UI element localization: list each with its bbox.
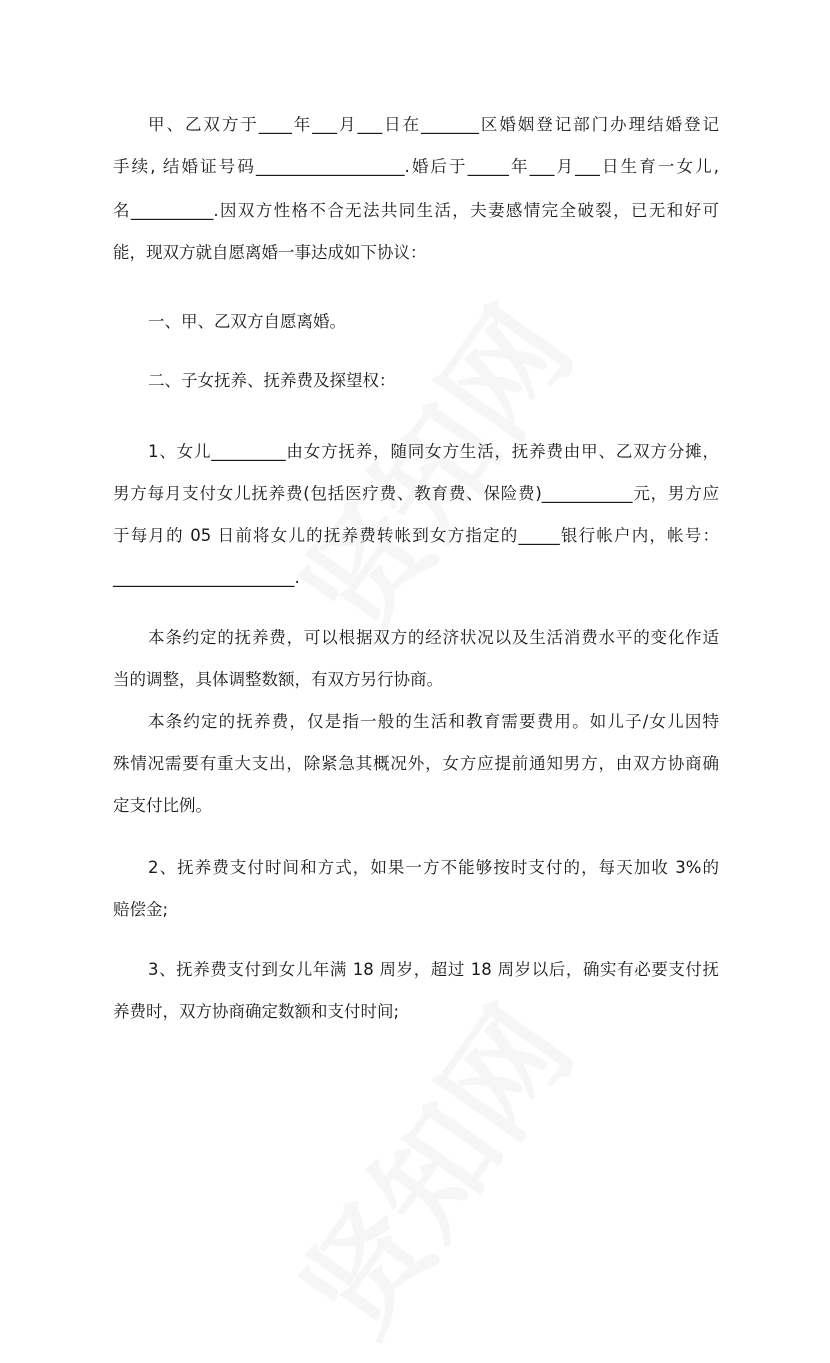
paragraph-line: 养费时，双方协商确定数额和支付时间;	[113, 1002, 400, 1021]
paragraph-line: 本条约定的抚养费，仅是指一般的生活和教育需要费用。如儿子/女儿因特	[148, 712, 719, 731]
paragraph-line: 男方每月支付女儿抚养费(包括医疗费、教育费、保险费)___________元，男方应	[113, 484, 719, 503]
paragraph-line: 甲、乙双方于____年___月___日在_______区婚姻登记部门办理结婚登记	[148, 115, 719, 134]
paragraph-line: 2、抚养费支付时间和方式，如果一方不能够按时支付的，每天加收 3%的	[148, 858, 719, 877]
paragraph-line: ______________________.	[113, 568, 300, 587]
paragraph-line: 3、抚养费支付到女儿年满 18 周岁，超过 18 周岁以后，确实有必要支付抚	[148, 960, 719, 979]
paragraph-line: 手续, 结婚证号码__________________.婚后于_____年___月___日生育一女儿,	[113, 157, 719, 176]
watermark	[256, 969, 603, 1363]
paragraph-line: 殊情况需要有重大支出，除紧急其概况外，女方应提前通知男方，由双方协商确	[113, 754, 719, 773]
section-heading: 二、子女抚养、抚养费及探望权：	[148, 371, 396, 390]
paragraph-line: 当的调整，具体调整数额，有双方另行协商。	[113, 670, 443, 689]
section-heading: 一、甲、乙双方自愿离婚。	[148, 312, 346, 331]
paragraph-line: 于每月的 05 日前将女儿的抚养费转帐到女方指定的_____银行帐户内，帐号：	[113, 526, 719, 545]
paragraph-line: 定支付比例。	[113, 796, 212, 815]
paragraph-line: 赔偿金;	[113, 900, 169, 919]
paragraph-line: 名__________.因双方性格不合无法共同生活，夫妻感情完全破裂，已无和好可	[113, 201, 719, 220]
paragraph-line: 能，现双方就自愿离婚一事达成如下协议：	[113, 243, 427, 262]
paragraph-line: 本条约定的抚养费，可以根据双方的经济状况以及生活消费水平的变化作适	[148, 628, 719, 647]
paragraph-line: 1、女儿_________由女方抚养，随同女方生活，抚养费由甲、乙双方分摊，	[148, 442, 719, 461]
